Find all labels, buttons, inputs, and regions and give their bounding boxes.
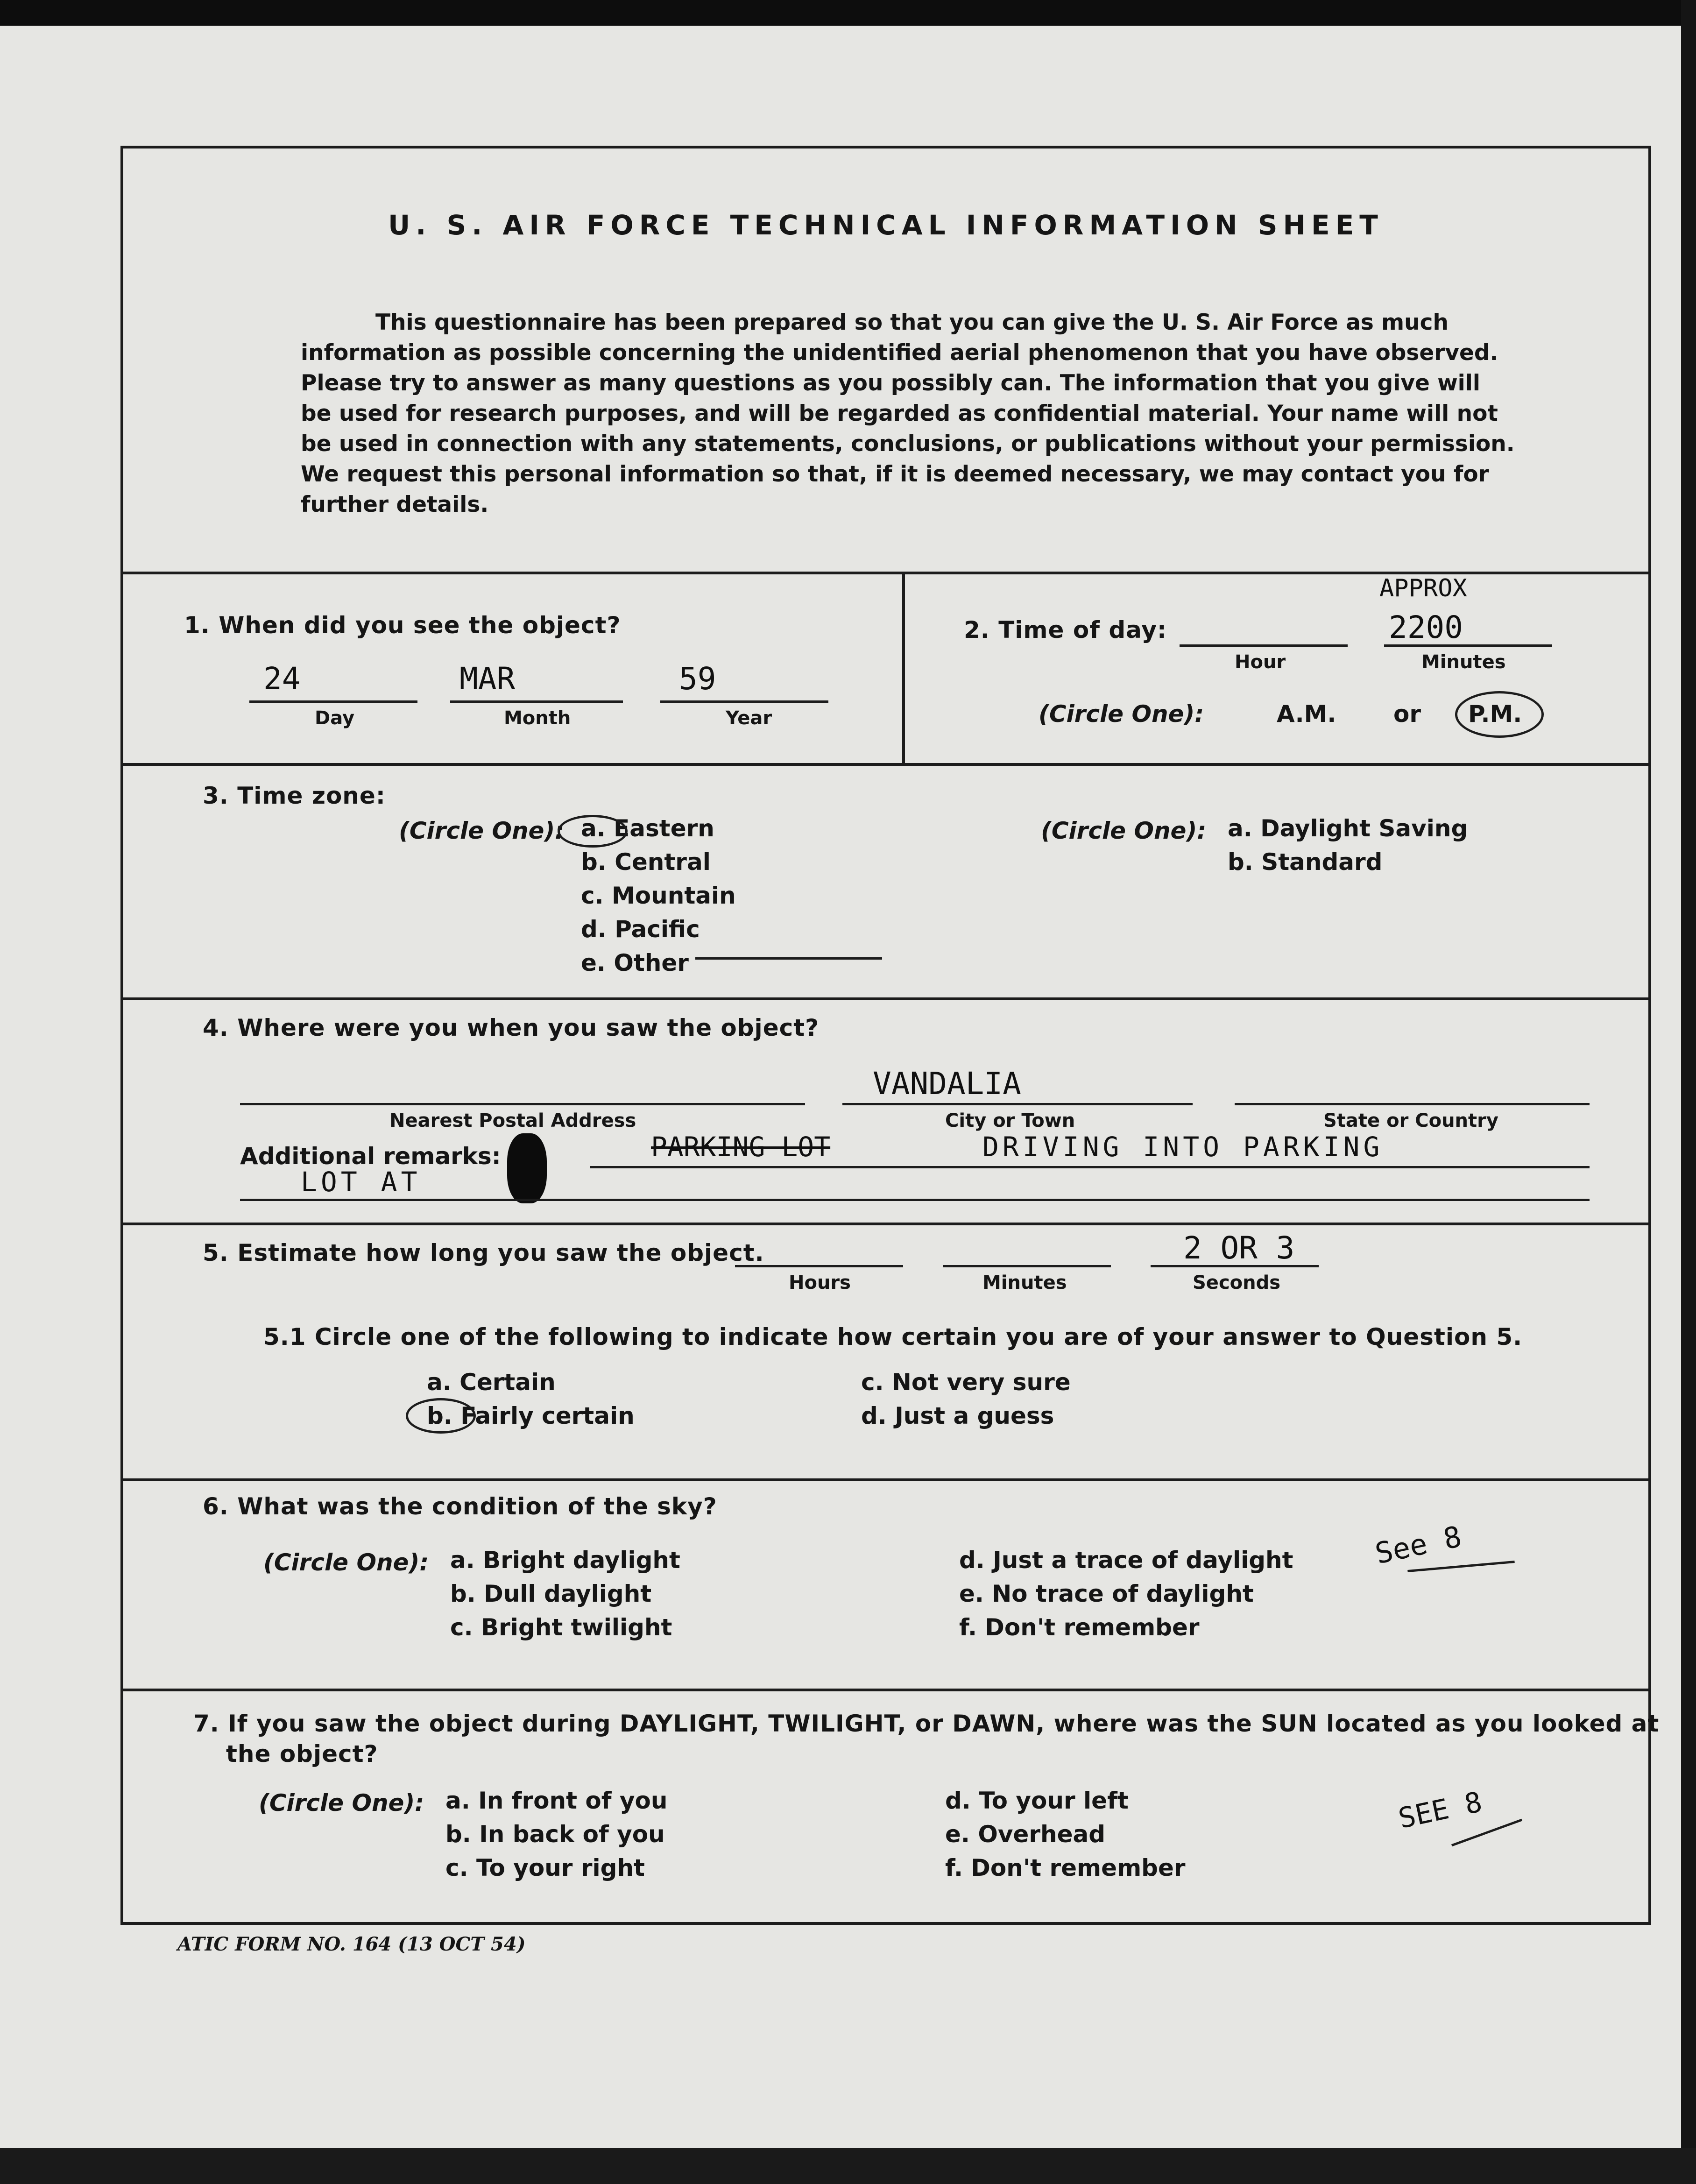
not-very-sure-option[interactable]: c. Not very sure — [861, 1369, 1071, 1396]
q2-question: 2. Time of day: — [964, 616, 1167, 643]
daylight-saving-option[interactable]: a. Daylight Saving — [1228, 815, 1468, 842]
section-sky-condition — [123, 1481, 1648, 1691]
postal-address-field[interactable] — [240, 1103, 805, 1105]
pm-circle-mark — [1455, 691, 1544, 738]
state-label: State or Country — [1323, 1110, 1498, 1131]
q51-question: 5.1 Circle one of the following to indicate how certain you are of your answer to Question 5. — [263, 1323, 1523, 1350]
just-a-guess-option[interactable]: d. Just a guess — [861, 1402, 1054, 1429]
seconds-field[interactable] — [1151, 1265, 1319, 1267]
trace-of-daylight-option[interactable]: d. Just a trace of daylight — [959, 1547, 1293, 1574]
section-time-zone — [123, 766, 1648, 1000]
remarks-struck-text: PARKING LOT — [651, 1131, 831, 1163]
seconds-value[interactable]: 2 OR 3 — [1183, 1230, 1295, 1266]
dull-daylight-option[interactable]: b. Dull daylight — [450, 1580, 652, 1607]
to-right-option[interactable]: c. To your right — [445, 1854, 645, 1881]
zone-mountain[interactable]: c. Mountain — [581, 882, 736, 909]
q4-question: 4. Where were you when you saw the object? — [203, 1014, 820, 1041]
overhead-option[interactable]: e. Overhead — [945, 1821, 1106, 1848]
state-field[interactable] — [1235, 1103, 1590, 1105]
city-value[interactable]: VANDALIA — [873, 1066, 1021, 1102]
intro-paragraph — [301, 307, 1622, 520]
in-back-option[interactable]: b. In back of you — [445, 1821, 665, 1848]
month-label: Month — [504, 707, 571, 729]
q6-circle-instruction: (Circle One): — [263, 1549, 429, 1576]
no-trace-option[interactable]: e. No trace of daylight — [959, 1580, 1254, 1607]
scan-bottom-border — [0, 2148, 1696, 2184]
q6-question: 6. What was the condition of the sky? — [203, 1493, 717, 1520]
intro-line: We request this personal information so that, if it is deemed necessary, we may contact you for — [301, 461, 1489, 487]
saving-options — [1228, 812, 1468, 879]
form-header — [123, 148, 1648, 574]
sun-options-right — [945, 1784, 1186, 1885]
section-duration — [123, 1225, 1648, 1481]
remarks-line-1[interactable] — [590, 1166, 1590, 1168]
year-label: Year — [726, 707, 772, 729]
sky-options-left — [450, 1543, 680, 1644]
sun-dont-remember-option[interactable]: f. Don't remember — [945, 1854, 1186, 1881]
q3-question: 3. Time zone: — [203, 782, 386, 809]
day-field[interactable] — [249, 700, 417, 703]
sky-options-right — [959, 1543, 1293, 1644]
fairly-certain-circle-mark — [406, 1398, 476, 1434]
page-title: U. S. AIR FORCE TECHNICAL INFORMATION SHEET — [388, 209, 1384, 241]
section-date-time — [123, 574, 1648, 766]
sky-note-underline — [1407, 1561, 1515, 1572]
certain-option[interactable]: a. Certain — [427, 1369, 556, 1396]
intro-line: further details. — [301, 492, 489, 517]
intro-line: information as possible concerning the unidentified aerial phenomenon that you have observed. — [301, 340, 1498, 366]
intro-line: be used for research purposes, and will be regarded as confidential material. Your name will not — [301, 401, 1498, 426]
bright-daylight-option[interactable]: a. Bright daylight — [450, 1547, 680, 1574]
am-option[interactable]: A.M. — [1277, 700, 1336, 728]
approx-note: APPROX — [1379, 574, 1467, 602]
zone-pacific[interactable]: d. Pacific — [581, 916, 700, 943]
hours-field[interactable] — [735, 1265, 903, 1267]
q1-question: 1. When did you see the object? — [184, 612, 621, 639]
city-field[interactable] — [842, 1103, 1193, 1105]
remarks-text-line1[interactable]: DRIVING INTO PARKING — [982, 1131, 1384, 1163]
day-value[interactable]: 24 — [263, 661, 301, 697]
or-text: or — [1393, 700, 1421, 728]
minutes-duration-label: Minutes — [982, 1272, 1067, 1293]
eastern-circle-mark — [558, 815, 628, 848]
bright-twilight-option[interactable]: c. Bright twilight — [450, 1614, 672, 1641]
remarks-line-2[interactable] — [240, 1199, 1590, 1201]
q2-circle-instruction: (Circle One): — [1039, 700, 1204, 728]
seconds-label: Seconds — [1193, 1272, 1281, 1293]
intro-line: Please try to answer as many questions as you possibly can. The information that you give will — [301, 370, 1480, 396]
month-value[interactable]: MAR — [459, 661, 516, 697]
in-front-option[interactable]: a. In front of you — [445, 1787, 668, 1814]
dont-remember-option[interactable]: f. Don't remember — [959, 1614, 1200, 1641]
sun-note-underline — [1451, 1819, 1522, 1846]
q3-circle-instruction-2: (Circle One): — [1041, 817, 1207, 844]
to-left-option[interactable]: d. To your left — [945, 1787, 1129, 1814]
q7-circle-instruction: (Circle One): — [259, 1789, 424, 1816]
fairly-certain-option[interactable]: b. Fairly certain — [427, 1402, 635, 1429]
form-number-footer: ATIC FORM NO. 164 (13 OCT 54) — [177, 1933, 526, 1955]
scan-top-border — [0, 0, 1696, 26]
minutes-field[interactable] — [1384, 644, 1552, 647]
q7-question-line1: 7. If you saw the object during DAYLIGHT, TWILIGHT, or DAWN, where was the SUN located as you looked at — [193, 1710, 1660, 1737]
hours-label: Hours — [789, 1272, 851, 1293]
other-zone-field[interactable] — [695, 957, 882, 960]
q5-question: 5. Estimate how long you saw the object. — [203, 1239, 764, 1266]
column-divider — [902, 574, 905, 763]
minutes-value[interactable]: 2200 — [1389, 609, 1463, 645]
form-frame — [120, 146, 1660, 1925]
q3-circle-instruction: (Circle One): — [399, 817, 565, 844]
intro-line: This questionnaire has been prepared so that you can give the U. S. Air Force as much — [375, 310, 1449, 335]
year-field[interactable] — [660, 700, 828, 703]
hour-label: Hour — [1235, 651, 1286, 673]
standard-option[interactable]: b. Standard — [1228, 848, 1383, 876]
q7-question-line2: the object? — [226, 1740, 378, 1767]
remarks-text-line2[interactable]: LOT AT — [301, 1166, 421, 1198]
section-location — [123, 1000, 1648, 1225]
zone-other[interactable]: e. Other — [581, 949, 689, 976]
minutes-duration-field[interactable] — [943, 1265, 1111, 1267]
pm-option[interactable]: P.M. — [1468, 700, 1522, 728]
postal-address-label: Nearest Postal Address — [389, 1110, 636, 1131]
certainty-options-right — [861, 1365, 1071, 1433]
zone-central[interactable]: b. Central — [581, 848, 711, 876]
sky-handwritten-note: See 8 — [1372, 1519, 1465, 1571]
day-label: Day — [315, 707, 355, 729]
sun-options-left — [445, 1784, 667, 1885]
section-sun-position — [123, 1691, 1660, 1922]
month-field[interactable] — [450, 700, 623, 703]
hour-field[interactable] — [1180, 644, 1348, 647]
redaction-mark — [507, 1133, 547, 1203]
minutes-label: Minutes — [1421, 651, 1506, 673]
intro-line: be used in connection with any statements, conclusions, or publications without your permission. — [301, 431, 1515, 457]
sun-handwritten-note: SEE 8 — [1395, 1785, 1485, 1836]
year-value[interactable]: 59 — [679, 661, 716, 697]
zone-eastern[interactable]: a. Eastern — [581, 815, 714, 842]
scan-right-border — [1681, 0, 1696, 2184]
remarks-label: Additional remarks: — [240, 1143, 501, 1170]
city-label: City or Town — [945, 1110, 1075, 1131]
